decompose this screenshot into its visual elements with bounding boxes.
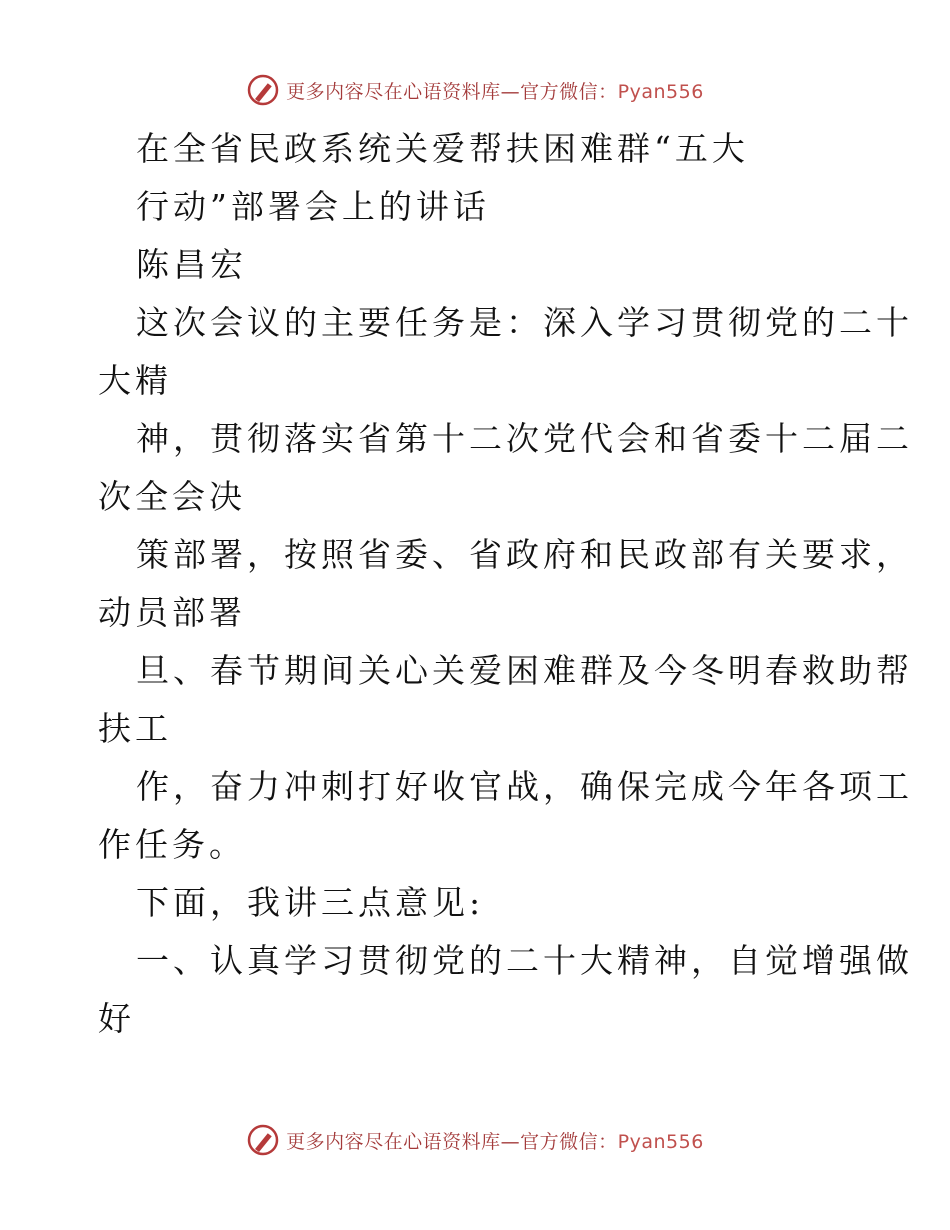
paragraph-line: 次全会决 xyxy=(98,477,246,516)
paragraph-line: 大精 xyxy=(98,361,172,400)
author: 陈昌宏 xyxy=(136,245,247,284)
section-heading-line: 好 xyxy=(98,999,135,1038)
watermark-text: 更多内容尽在心语资料库—官方微信：Pyan556 xyxy=(286,1130,704,1153)
watermark-id: Pyan556 xyxy=(617,80,704,103)
paragraph-line: 扶工 xyxy=(98,709,172,748)
section-heading-line: 一、认真学习贯彻党的二十大精神，自觉增强做 xyxy=(136,941,913,980)
paragraph-line: 旦、春节期间关心关爱困难群及今冬明春救助帮 xyxy=(136,651,913,690)
title-line-2: 行动”部署会上的讲话 xyxy=(136,187,490,226)
paragraph-line: 下面，我讲三点意见: xyxy=(136,883,485,922)
footer-watermark xyxy=(0,1120,950,1160)
pen-logo-icon xyxy=(246,1123,280,1157)
title-line-1: 在全省民政系统关爱帮扶困难群“五大 xyxy=(136,129,749,168)
document-body xyxy=(98,120,913,1048)
watermark-text: 更多内容尽在心语资料库—官方微信：Pyan556 xyxy=(286,80,704,103)
paragraph-line: 神，贯彻落实省第十二次党代会和省委十二届二 xyxy=(136,419,913,458)
paragraph-line: 这次会议的主要任务是：深入学习贯彻党的二十 xyxy=(136,303,913,342)
paragraph-line: 作任务。 xyxy=(98,825,246,864)
watermark-id: Pyan556 xyxy=(617,1130,704,1153)
pen-logo-icon xyxy=(246,73,280,107)
paragraph-line: 策部署，按照省委、省政府和民政部有关要求， xyxy=(136,535,913,574)
paragraph-line: 作，奋力冲刺打好收官战，确保完成今年各项工 xyxy=(136,767,913,806)
paragraph-line: 动员部署 xyxy=(98,593,246,632)
header-watermark xyxy=(0,70,950,110)
